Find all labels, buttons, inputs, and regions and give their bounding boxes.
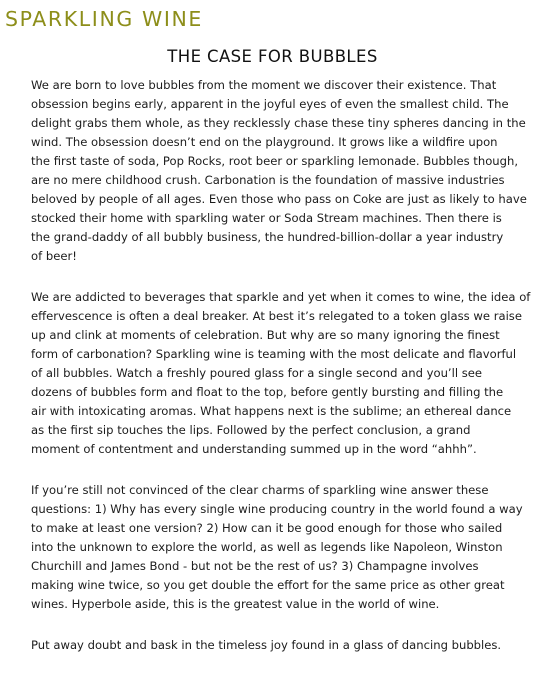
text-line: wind. The obsession doesn’t end on the playground. It grows like a wildfire upon	[31, 135, 498, 149]
text-line: the first taste of soda, Pop Rocks, root beer or sparkling lemonade. Bubbles though,	[31, 154, 519, 168]
text-line: wines. Hyperbole aside, this is the greatest value in the world of wine.	[31, 597, 440, 611]
text-line: beloved by people of all ages. Even those who pass on Coke are just as likely to have	[31, 192, 527, 206]
text-line: delight grabs them whole, as they recklessly chase these tiny spheres dancing in the	[31, 116, 526, 130]
text-line: form of carbonation? Sparkling wine is teaming with the most delicate and flavorful	[31, 347, 517, 361]
text-line: air with intoxicating aromas. What happens next is the sublime; an ethereal dance	[31, 404, 512, 418]
paragraph	[31, 76, 531, 266]
text-line: If you’re still not convinced of the clear charms of sparkling wine answer these	[31, 483, 489, 497]
text-line: as the first sip touches the lips. Followed by the perfect conclusion, a grand	[31, 423, 471, 437]
text-line: up and clink at moments of celebration. But why are so many ignoring the finest	[31, 328, 500, 342]
text-line: We are born to love bubbles from the moment we discover their existence. That	[31, 78, 497, 92]
text-line: Put away doubt and bask in the timeless joy found in a glass of dancing bubbles.	[31, 638, 502, 652]
text-line: to make at least one version? 2) How can it be good enough for those who sailed	[31, 521, 503, 535]
paragraph	[31, 481, 531, 614]
text-line: obsession begins early, apparent in the joyful eyes of even the smallest child. The	[31, 97, 509, 111]
text-line: into the unknown to explore the world, as well as legends like Napoleon, Winston	[31, 540, 503, 554]
text-line: the grand-daddy of all bubbly business, the hundred-billion-dollar a year industry	[31, 230, 504, 244]
text-line: Churchill and James Bond - but not be the rest of us? 3) Champagne involves	[31, 559, 479, 573]
text-line: stocked their home with sparkling water or Soda Stream machines. Then there is	[31, 211, 502, 225]
section-title: SPARKLING WINE	[5, 7, 203, 31]
text-line: are no mere childhood crush. Carbonation is the foundation of massive industries	[31, 173, 505, 187]
text-line: We are addicted to beverages that sparkle and yet when it comes to wine, the idea of	[31, 290, 531, 304]
text-line: moment of contentment and understanding summed up in the word “ahhh”.	[31, 442, 477, 456]
text-line: of beer!	[31, 249, 77, 263]
article-body	[31, 76, 531, 677]
paragraph	[31, 636, 531, 655]
text-line: effervescence is often a deal breaker. At best it’s relegated to a token glass we raise	[31, 309, 522, 323]
text-line: making wine twice, so you get double the effort for the same price as other great	[31, 578, 505, 592]
text-line: questions: 1) Why has every single wine producing country in the world found a way	[31, 502, 523, 516]
text-line: dozens of bubbles form and float to the top, before gently bursting and filling the	[31, 385, 504, 399]
paragraph	[31, 288, 531, 459]
article-title: THE CASE FOR BUBBLES	[167, 47, 378, 66]
text-line: of all bubbles. Watch a freshly poured glass for a single second and you’ll see	[31, 366, 483, 380]
